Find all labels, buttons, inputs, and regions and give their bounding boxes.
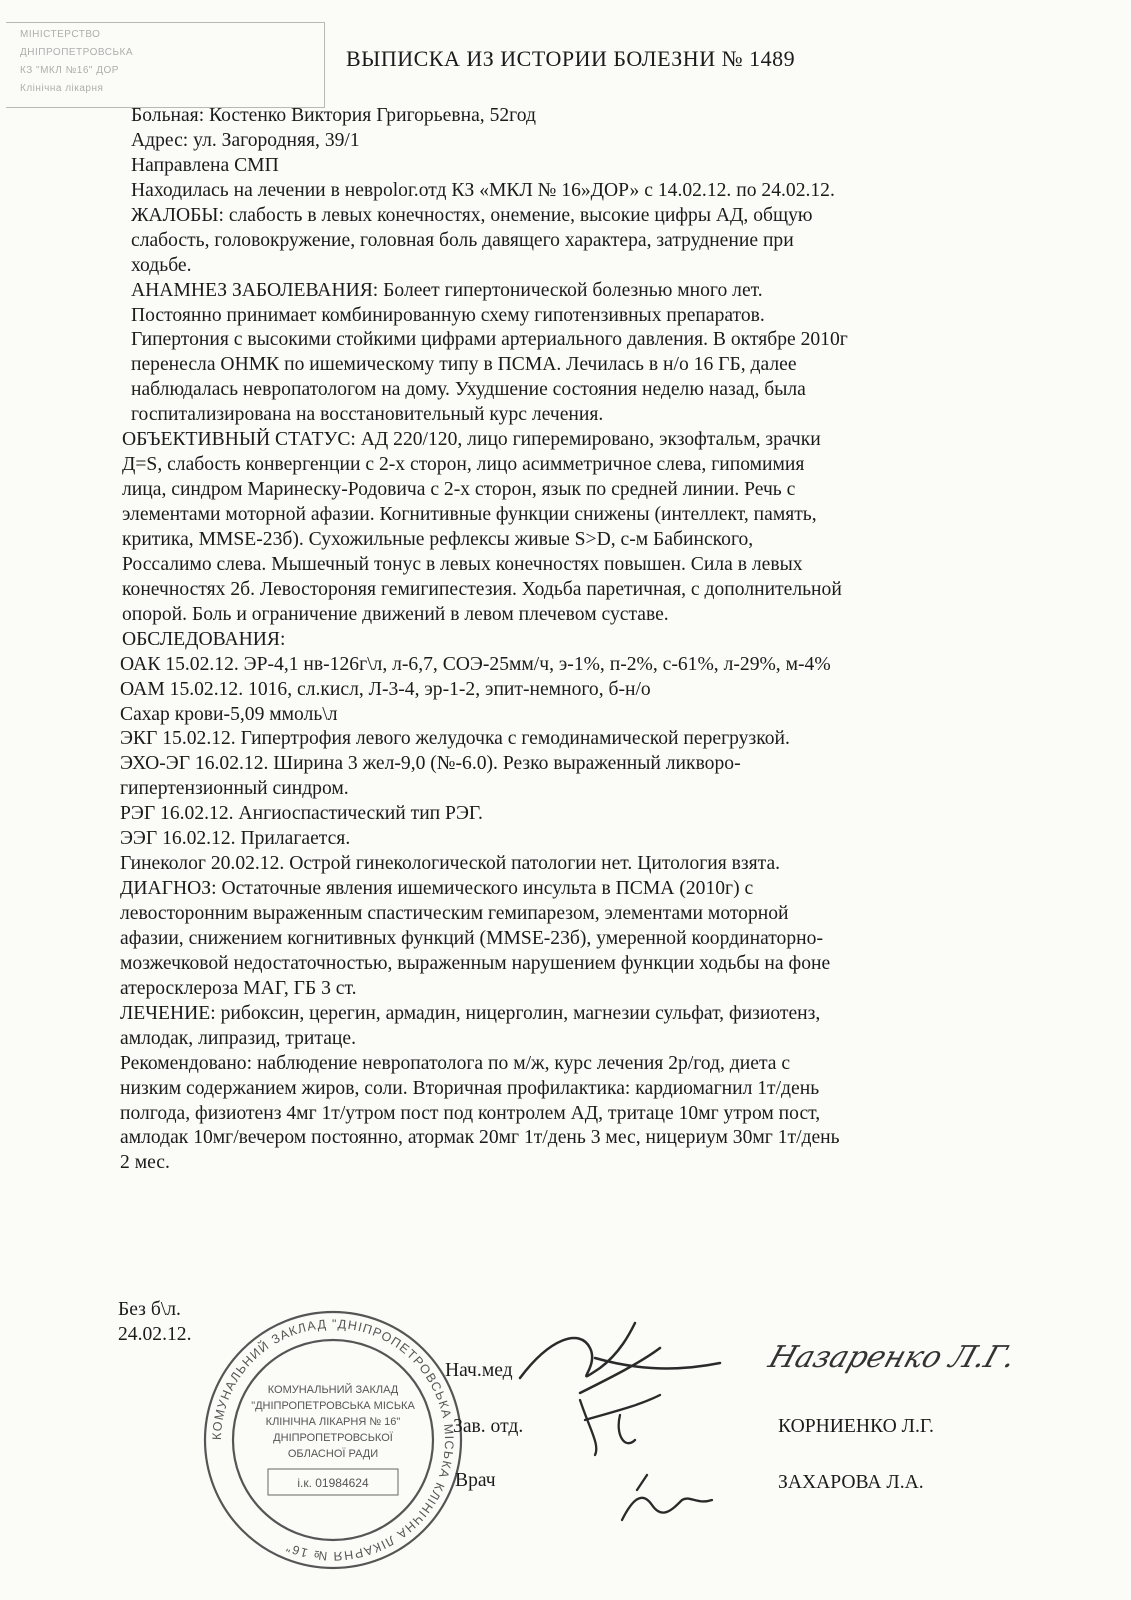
document-title: ВЫПИСКА ИЗ ИСТОРИИ БОЛЕЗНИ № 1489 bbox=[346, 46, 796, 71]
document-line: Д=S, слабость конвергенции с 2-х сторон, лицо асимметричное слева, гипомимия bbox=[122, 454, 805, 476]
document-line: полгода, физиотенз 4мг 1т/утром пост под контролем АД, тритаце 10мг утром пост, bbox=[120, 1102, 821, 1124]
document-line: Направлена СМП bbox=[131, 154, 279, 176]
document-line: ОАК 15.02.12. ЭР-4,1 нв-126г\л, л-6,7, СОЭ-25мм/ч, э-1%, п-2%, с-61%, л-29%, м-4% bbox=[120, 653, 831, 675]
doctor-signature bbox=[612, 1470, 722, 1530]
head-physician-label: Нач.мед bbox=[445, 1360, 513, 1381]
document-line: низким содержанием жиров, соли. Вторичная профилактика: кардиомагнил 1т/день bbox=[120, 1077, 820, 1099]
stamp-inner-line: "ДНІПРОПЕТРОВСЬКА МІСЬКА bbox=[251, 1400, 415, 1412]
corner-stamp-line: ДНІПРОПЕТРОВСЬКА bbox=[20, 47, 133, 58]
document-line: гипертензионный синдром. bbox=[120, 778, 349, 800]
document-line: ОБСЛЕДОВАНИЯ: bbox=[122, 628, 286, 650]
stamp-inner-line: ДНІПРОПЕТРОВСЬКОЇ bbox=[273, 1432, 393, 1444]
document-line: амлодак 10мг/вечером постоянно, атормак 20мг 1т/день 3 мес, ницериум 30мг 1т/день bbox=[120, 1127, 840, 1149]
document-line: ОАМ 15.02.12. 1016, сл.кисл, Л-3-4, эр-1-2, эпит-немного, б-н/о bbox=[120, 678, 651, 700]
corner-stamp-line: МІНІСТЕРСТВО bbox=[20, 29, 101, 40]
document-line: перенесла ОНМК по ишемическому типу в ПСМА. Лечилась в н/о 16 ГБ, далее bbox=[131, 354, 797, 376]
document-line: афазии, снижением когнитивных функций (MMSE-23б), умеренной координаторно- bbox=[120, 927, 823, 949]
dept-head-signature bbox=[560, 1390, 680, 1460]
document-line: Сахар крови-5,09 ммоль\л bbox=[120, 703, 338, 725]
stamp-code: і.к. 01984624 bbox=[297, 1476, 369, 1490]
document-line: Рекомендовано: наблюдение невропатолога по м/ж, курс лечения 2р/год, диета с bbox=[120, 1052, 791, 1074]
doctor-name: ЗАХАРОВА Л.А. bbox=[778, 1472, 924, 1493]
document-line: ЖАЛОБЫ: слабость в левых конечностях, онемение, высокие цифры АД, общую bbox=[131, 204, 813, 226]
document-line: Постоянно принимает комбинированную схему гипотензивных препаратов. bbox=[131, 304, 765, 326]
document-line: ходьбе. bbox=[131, 254, 192, 276]
document-line: опорой. Боль и ограничение движений в левом плечевом суставе. bbox=[122, 603, 669, 625]
doctor-label: Врач bbox=[455, 1470, 496, 1491]
document-line: Находилась на лечении в неврolог.отд КЗ «МКЛ № 16»ДОР» с 14.02.12. по 24.02.12. bbox=[131, 179, 835, 201]
document-line: ЛЕЧЕНИЕ: рибоксин, церегин, армадин, ницерголин, магнезии сульфат, физиотенз, bbox=[120, 1002, 821, 1024]
document-line: критика, MMSE-23б). Сухожильные рефлексы живые S>D, с-м Бабинского, bbox=[122, 528, 754, 550]
stamp-inner-line: ОБЛАСНОЇ РАДИ bbox=[287, 1448, 379, 1460]
document-line: конечностях 2б. Левостороняя гемигипестезия. Ходьба паретичная, с дополнительной bbox=[122, 578, 842, 600]
head-physician-signature bbox=[510, 1318, 730, 1398]
corner-stamp-line: Клінічна лікарня bbox=[20, 83, 104, 94]
corner-stamp-line: КЗ "МКЛ №16" ДОР bbox=[20, 65, 119, 76]
document-line: АНАМНЕЗ ЗАБОЛЕВАНИЯ: Болеет гипертонической болезнью много лет. bbox=[131, 279, 763, 301]
dept-head-label: Зав. отд. bbox=[453, 1416, 524, 1437]
dept-head-name: КОРНИЕНКО Л.Г. bbox=[778, 1416, 934, 1437]
document-line: элементами моторной афазии. Когнитивные функции снижены (интеллект, память, bbox=[122, 504, 817, 525]
document-line: госпитализирована на восстановительный курс лечения. bbox=[131, 404, 604, 426]
document-line: слабость, головокружение, головная боль давящего характера, затруднение при bbox=[131, 229, 794, 251]
document-line: ЭЭГ 16.02.12. Прилагается. bbox=[120, 828, 351, 850]
document-line: мозжечковой недостаточностью, выраженным нарушением функции ходьбы на фоне bbox=[120, 952, 831, 974]
document-line: амлодак, липразид, тритаце. bbox=[120, 1027, 356, 1049]
document-line: ОБЪЕКТИВНЫЙ СТАТУС: АД 220/120, лицо гиперемировано, экзофтальм, зрачки bbox=[122, 429, 821, 451]
document-line: Россалимо слева. Мышечный тонус в левых конечностях повышен. Сила в левых bbox=[122, 553, 803, 575]
document-line: ДИАГНОЗ: Остаточные явления ишемического инсульта в ПСМА (2010г) с bbox=[120, 878, 754, 900]
document-line: РЭГ 16.02.12. Ангиоспастический тип РЭГ. bbox=[120, 803, 483, 825]
document-line: ЭКГ 15.02.12. Гипертрофия левого желудочка с гемодинамической перегрузкой. bbox=[120, 728, 790, 750]
document-body bbox=[120, 104, 1031, 1176]
no-sick-leave-note: Без б\л. bbox=[118, 1299, 181, 1320]
discharge-date: 24.02.12. bbox=[118, 1324, 192, 1345]
document-line: лица, синдром Маринеску-Родовича с 2-х сторон, язык по средней линии. Речь с bbox=[122, 479, 796, 501]
head-physician-handwritten-name: Назаренко Л.Г. bbox=[764, 1340, 1021, 1375]
document-line: ЭХО-ЭГ 16.02.12. Ширина 3 жел-9,0 (№-6.0). Резко выраженный ликворо- bbox=[120, 753, 741, 775]
official-round-stamp bbox=[198, 1305, 468, 1575]
stamp-inner-line: КЛІНІЧНА ЛІКАРНЯ № 16" bbox=[265, 1416, 401, 1428]
document-line: левосторонним выраженным спастическим гемипарезом, элементами моторной bbox=[120, 903, 789, 924]
document-line: атеросклероза МАГ, ГБ 3 ст. bbox=[120, 977, 357, 999]
stamp-outer-text: КОМУНАЛЬНИЙ ЗАКЛАД "ДНІПРОПЕТРОВСЬКА МІСЬКА КЛІНІЧНА ЛІКАРНЯ № 16" bbox=[209, 1316, 457, 1564]
document-line: 2 мес. bbox=[120, 1152, 170, 1174]
document-line: Гинеколог 20.02.12. Острой гинекологической патологии нет. Цитология взята. bbox=[120, 853, 781, 875]
stamp-inner-line: КОМУНАЛЬНИЙ ЗАКЛАД bbox=[267, 1384, 399, 1396]
document-line: наблюдалась невропатологом на дому. Ухудшение состояния неделю назад, была bbox=[131, 379, 806, 401]
document-line: Больная: Костенко Виктория Григорьевна, 52год bbox=[131, 105, 536, 126]
corner-stamp bbox=[0, 22, 330, 112]
document-line: Гипертония с высокими стойкими цифрами артериального давления. В октябре 2010г bbox=[131, 329, 848, 351]
document-line: Адрес: ул. Загородняя, 39/1 bbox=[131, 129, 360, 151]
